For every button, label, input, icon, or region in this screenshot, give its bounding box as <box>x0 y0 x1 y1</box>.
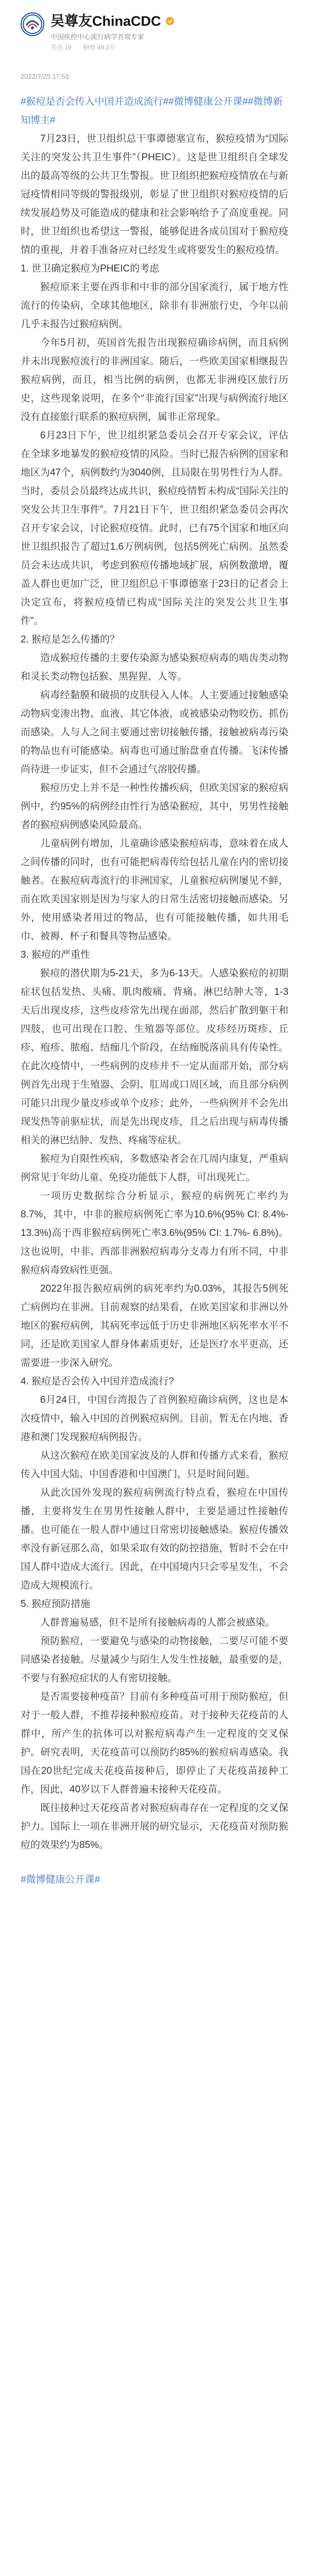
hashtag-link[interactable]: #猴痘是否会传入中国并造成流行# <box>21 96 169 107</box>
body-paragraph: 儿童病例有增加，儿童确诊感染猴痘病毒，意味着在成人之间传播的同时，也有可能把病毒传给包括儿童在内的密切接触者。在猴痘病毒流行的非洲国家，儿童猴痘病例屡见不鲜，而在欧美国家则是因为与家人的日常生活密切接触而感染。另外，使用感染者用过的物品，也有可能接触传播，如共用毛巾、被褥、杯子和餐具等物品感染。 <box>21 838 288 942</box>
body-paragraph: 6月23日下午，世卫组织紧急委员会召开专家会议，评估在全球多地暴发的猴痘疫情的风险。当时已报告病例的国家和地区为47个，病例数约为3040例，且局限在男男性行为人群。当时，委员会员最终达成共识，猴痘疫情暂未构成“国际关注的突发公共卫生事件”。7月21日下午，世卫组织紧急委员会再次召开专家会议，讨论猴痘疫情。此时，已有75个国家和地区向世卫组织报告了超过1.6万例病例，包括5例死亡病例。虽然委员会未达成共识，考虑到猴痘传播地域扩展，病例数激增，覆盖人群也更加广泛，世卫组织总干事谭德塞于23日的记者会上决定宣布，将猴痘疫情已构成“国际关注的突发公共卫生事件”。 <box>21 430 288 626</box>
fans-count: 49.2万 <box>97 44 116 51</box>
fans-label: 粉丝 <box>83 44 96 51</box>
section-heading: 4. 猴痘是否会传入中国并造成流行? <box>21 1376 174 1387</box>
verified-badge-icon <box>165 16 175 26</box>
body-paragraph: 7月23日，世卫组织总干事谭德塞宣布，猴痘疫情为“国际关注的突发公共卫生事件”（PHEIC）。这是世卫组织自全球发出的最高等级的公共卫生警报。世卫组织把猴痘疫情放在与新冠疫情相同等级的警报级别，彰显了世卫组织对猴痘疫情的后续发展趋势及可能造成的健康和社会影响给予了高度重视。同时，世卫组织也希望这一警报，能够促进各成员国对于猴痘疫情的重视，并着手准备应对已经发生或将要发生的猴痘疫情。 <box>21 133 288 256</box>
footer-hashtag-link[interactable]: #微博健康公开课# <box>21 1874 100 1885</box>
body-paragraph: 是否需要接种疫苗？目前有多种疫苗可用于预防猴痘，但对于一般人群，不推荐接种猴痘疫苗。对于接种天花疫苗的人群中，所产生的抗体可以对猴痘病毒产生一定程度的交叉保护。研究表明，天花疫苗可以预防约85%的猴痘病毒感染。我国在20世纪完成天花疫苗接种后，即停止了天花疫苗接种工作，因此，40岁以下人群普遍未接种天花疫苗。 <box>21 1691 288 1795</box>
author-header <box>21 0 288 52</box>
post-date: 2022/7/25 17:53 <box>21 73 69 80</box>
section-heading: 2. 猴痘是怎么传播的？ <box>21 634 120 645</box>
follow-label: 关注 <box>50 44 63 51</box>
follow-count: 19 <box>64 44 72 51</box>
body-paragraph: 病毒经黏膜和破损的皮肤侵入人体。人主要通过接触感染动物病变渗出物、血液、其它体液，或被感染动物咬伤、抓伤而感染。人与人之间主要通过密切接触传播，接触被病毒污染的物品也有可能感染。病毒也可通过胎盘垂直传播。飞沫传播尚待进一步证实，但不会通过气溶胶传播。 <box>21 690 288 775</box>
body-paragraph: 猴痘的潜伏期为5-21天，多为6-13天。人感染猴痘的初期症状包括发热、头痛、肌肉酸痛、背痛、淋巴结肿大等，1-3天后出现皮疹，这些皮疹常先出现在面部，然后扩散到躯干和四肢，也可出现在口腔、生殖器等部位。皮疹经历斑疹、丘疹、疱疹、脓疱、结痂几个阶段，在结痂脱落前具有传染性。在此次疫情中，一些病例的皮疹并不一定从面部开始，部分病例首先出现于生殖器、会阴、肛周或口周区域，而且部分病例可能只出现少量皮疹或单个皮疹；此外，一些病例并不会先出现发热等前驱症状，而是先出现皮疹，且之后出现与病毒传播相关的淋巴结肿、发热、疼痛等症状。 <box>21 968 288 1146</box>
avatar[interactable] <box>21 12 44 36</box>
body-paragraph: 预防猴痘，一要避免与感染的动物接触，二要尽可能不要同感染者接触。尽量减少与陌生人发生性接触，最重要的是，不要与有猴痘症状的人有密切接触。 <box>21 1636 288 1684</box>
body-paragraph: 猴痘原来主要在西非和中非的部分国家流行，属于地方性流行的传染病，全球其他地区，除非有非洲旅行史，今年以前几乎未报告过猴痘病例。 <box>21 282 288 330</box>
author-description: 中国疾控中心流行病学首席专家 <box>50 33 145 41</box>
body-paragraph: 今年5月初，英国首先报告出现猴痘确诊病例，而且病例并未出现猴痘流行的非洲国家。随后，一些欧美国家相继报告猴痘病例，而且，相当比例的病例，也都无非洲疫区旅行历史，这些现象说明，在多个“非流行国家”出现与病例流行地区没有直接旅行联系的猴痘病例，属非正常现象。 <box>21 337 288 422</box>
hashtag-link[interactable]: #微博健康公开课# <box>168 96 248 107</box>
section-heading: 3. 猴痘的严重性 <box>21 950 91 960</box>
section-heading: 5. 猴痘预防措施 <box>21 1599 91 1609</box>
body-paragraph: 人群普遍易感，但不是所有接触病毒的人都会被感染。 <box>40 1617 276 1628</box>
china-cdc-logo-icon <box>22 14 43 35</box>
follow-stat[interactable] <box>50 44 76 51</box>
author-name-line <box>50 12 288 30</box>
section-heading: 1. 世卫确定猴痘为PHEIC的考虑 <box>21 263 160 274</box>
body-paragraph: 6月24日，中国台湾报告了首例猴痘确诊病例，这也是本次疫情中，输入中国的首例猴痘病例。目前，暂无在内地、香港和澳门发现猴痘病例报告。 <box>21 1395 288 1443</box>
body-paragraph: 猴痘历史上并不是一种性传播疾病，但欧美国家的猴痘病例中，约95%的病例经由性行为感染猴痘，其中，男男性接触者的猴痘病例感染风险最高。 <box>21 783 288 831</box>
author-stats <box>50 43 288 52</box>
body-paragraph: 从此次国外发现的猴痘病例流行特点看，猴痘在中国传播，主要将发生在男男性接触人群中，主要是通过性接触传播。也可能在一般人群中通过日常密切接触感染。猴痘传播效率没有新冠那么高，如果采取有效的防控措施，暂时不会在中国人群中造成大流行。因此，在中国境内只会零星发生，不会造成大规模流行。 <box>21 1487 288 1591</box>
hashtag-link[interactable]: #微博新知博主# <box>21 96 283 126</box>
body-paragraph: 猴痘为自限性疾病，多数感染者会在几周内康复，严重病例常见于年幼儿童、免疫功能低下人群，可出现死亡。 <box>21 1154 288 1183</box>
body-paragraph: 从这次猴痘在欧美国家波及的人群和传播方式来看，猴痘传入中国大陆、中国香港和中国澳门，只是时间问题。 <box>21 1450 288 1480</box>
body-paragraph: 造成猴痘传播的主要传染源为感染猴痘病毒的啮齿类动物和灵长类动物包括猴、黑猩猩、人等。 <box>21 653 288 682</box>
body-paragraph: 既往接种过天花疫苗者对猴痘病毒存在一定程度的交叉保护力。国际上一项在非洲开展的研究显示，天花疫苗对预防猴痘的效果约为85%。 <box>21 1803 288 1851</box>
hashtag-line <box>21 93 288 130</box>
author-name[interactable]: 吴尊友ChinaCDC <box>50 13 161 29</box>
body-paragraph: 一项历史数据综合分析显示，猴痘的病例死亡率约为8.7%，其中，中非的猴痘病例死亡率为10.6%(95% CI: 8.4%- 13.3%)高于西非猴痘病例死亡率3.6%(95% CI: 1.7%- 6.8%)。这也说明，中非、西部非洲猴痘病毒分支毒力有所不同，中非猴痘病毒致病性更强。 <box>21 1191 288 1276</box>
body-paragraph: 2022年报告猴痘病例的病死率约为0.03%，其报告5例死亡病例均在非洲。目前观察的结果看，在欧美国家和非洲以外地区的猴痘病例，其病死率远低于历史非洲地区病死率水平不同，还是欧美国家人群身体素质更好，还是医疗水平更高，还需要进一步深入研究。 <box>21 1283 288 1368</box>
post-body <box>21 130 288 1855</box>
fans-stat[interactable] <box>83 44 121 51</box>
author-info <box>50 12 288 52</box>
